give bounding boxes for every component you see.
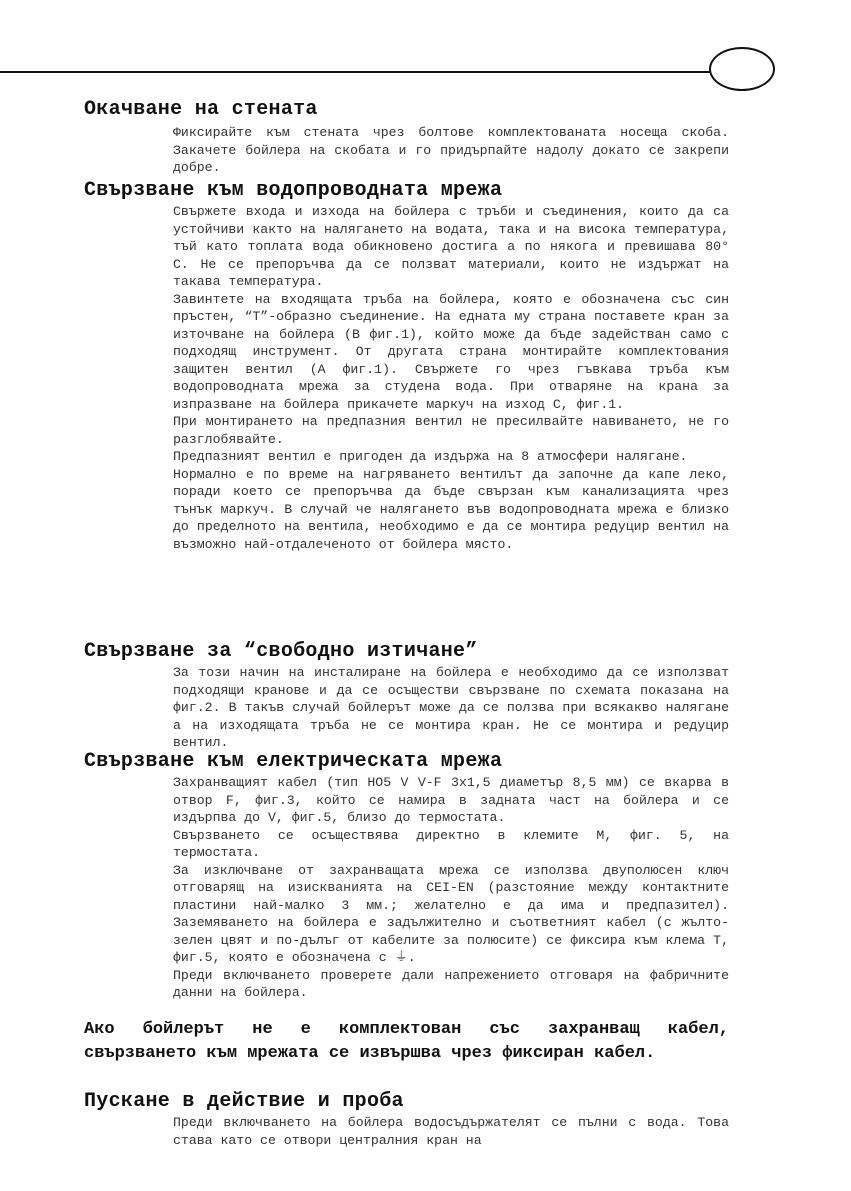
- paragraph: За този начин на инсталиране на бойлера е необходимо да се използват подходящи кранове и да се осъществи свързване по схемата показана на фиг.2. В такъв случай бойлерът може да се ползва при всякакво налягане а на изходящата тръба не се монтира кран. Не се монтира и редуцир вентил.: [173, 665, 729, 750]
- section-body-wall-mounting: [173, 124, 729, 177]
- paragraph: Преди включването на бойлера водосъдържателят се пълни с вода. Това става като се отвори централния кран на: [173, 1115, 729, 1148]
- section-heading-electrical-connection: Свързване към електрическата мрежа: [84, 750, 503, 773]
- header-rule: [0, 71, 710, 73]
- section-heading-startup-test: Пускане в действие и проба: [84, 1090, 404, 1113]
- paragraph: Преди включването проверете дали напрежението отговаря на фабричните данни на бойлера.: [173, 967, 729, 1000]
- cable-note-line-2: свързването към мрежата се извършва чрез фиксиран кабел.: [84, 1044, 656, 1063]
- paragraph: Захранващият кабел (тип НО5 V V-F 3x1,5 диаметър 8,5 мм) се вкарва в отвор F, фиг.3, който се намира в задната част на бойлера и се издърпва до V, фиг.5, близо до термостата.: [173, 775, 729, 825]
- section-body-water-connection: [173, 203, 729, 553]
- section-body-free-flow: [173, 664, 729, 752]
- cable-note-line-1: Ако бойлерът не е комплектован със захранващ кабел,: [84, 1020, 729, 1039]
- paragraph: Свързването се осъществява директно в клемите М, фиг. 5, на термостата.: [173, 827, 729, 860]
- paragraph: При монтирането на предпазния вентил не пресилвайте навиването, не го разглобявайте.: [173, 414, 729, 447]
- section-body-startup-test: [173, 1114, 729, 1149]
- paragraph: За изключване от захранващата мрежа се използва двуполюсен ключ отговарящ на изискванията на CEI-EN (разстояние между контактните пластини най-малко 3 мм.; желателно е да има и предпазител). Заземяването на бойлера е задължително и съответният кабел (с жълто-зелен цвят и по-дълъг от кабелите за полюсите) се фиксира към клема Т, фиг.5, която е обозначена с ⏚.: [173, 862, 729, 965]
- paragraph: Фиксирайте към стената чрез болтове комплектованата носеща скоба. Закачете бойлера на скобата и го придърпайте надолу докато се закрепи добре.: [173, 125, 729, 175]
- section-heading-free-flow: Свързване за “свободно изтичане”: [84, 640, 478, 663]
- cable-note: [84, 1018, 729, 1066]
- page-number-circle: [709, 47, 775, 91]
- section-body-electrical-connection: [173, 774, 729, 1002]
- paragraph: Свържете входа и изхода на бойлера с тръби и съединения, които да са устойчиви както на налягането на водата, така и на висока температура, тъй като топлата вода обикновено достига а по някога и превишава 80° С. Не се препоръчва да се ползват материали, които не издържат на такава температура.: [173, 204, 729, 289]
- paragraph: Завинтете на входящата тръба на бойлера, която е обозначена със син пръстен, “Т”-образно съединение. На едната му страна поставете кран за източване на бойлера (В фиг.1), който може да бъде задействан само с подходящ инструмент. От другата страна монтирайте комплектования защитен вентил (А фиг.1). Свържете го чрез гъвкава тръба към водопроводната мрежа за студена вода. При отваряне на крана за изпразване на бойлера прикачете маркуч на изход С, фиг.1.: [173, 291, 729, 412]
- paragraph: Предпазният вентил е пригоден да издържа на 8 атмосфери налягане.: [173, 449, 688, 464]
- paragraph: Нормално е по време на нагряването вентилът да започне да капе леко, поради което се препоръчва да бъде свързан към канализацията чрез тънък маркуч. В случай че налягането във водопроводната мрежа е близко до пределното на вентила, необходимо е да се монтира редуцир вентил на възможно най-отдалеченото от бойлера място.: [173, 466, 729, 552]
- section-heading-water-connection: Свързване към водопроводната мрежа: [84, 179, 503, 202]
- section-heading-wall-mounting: Окачване на стената: [84, 98, 318, 121]
